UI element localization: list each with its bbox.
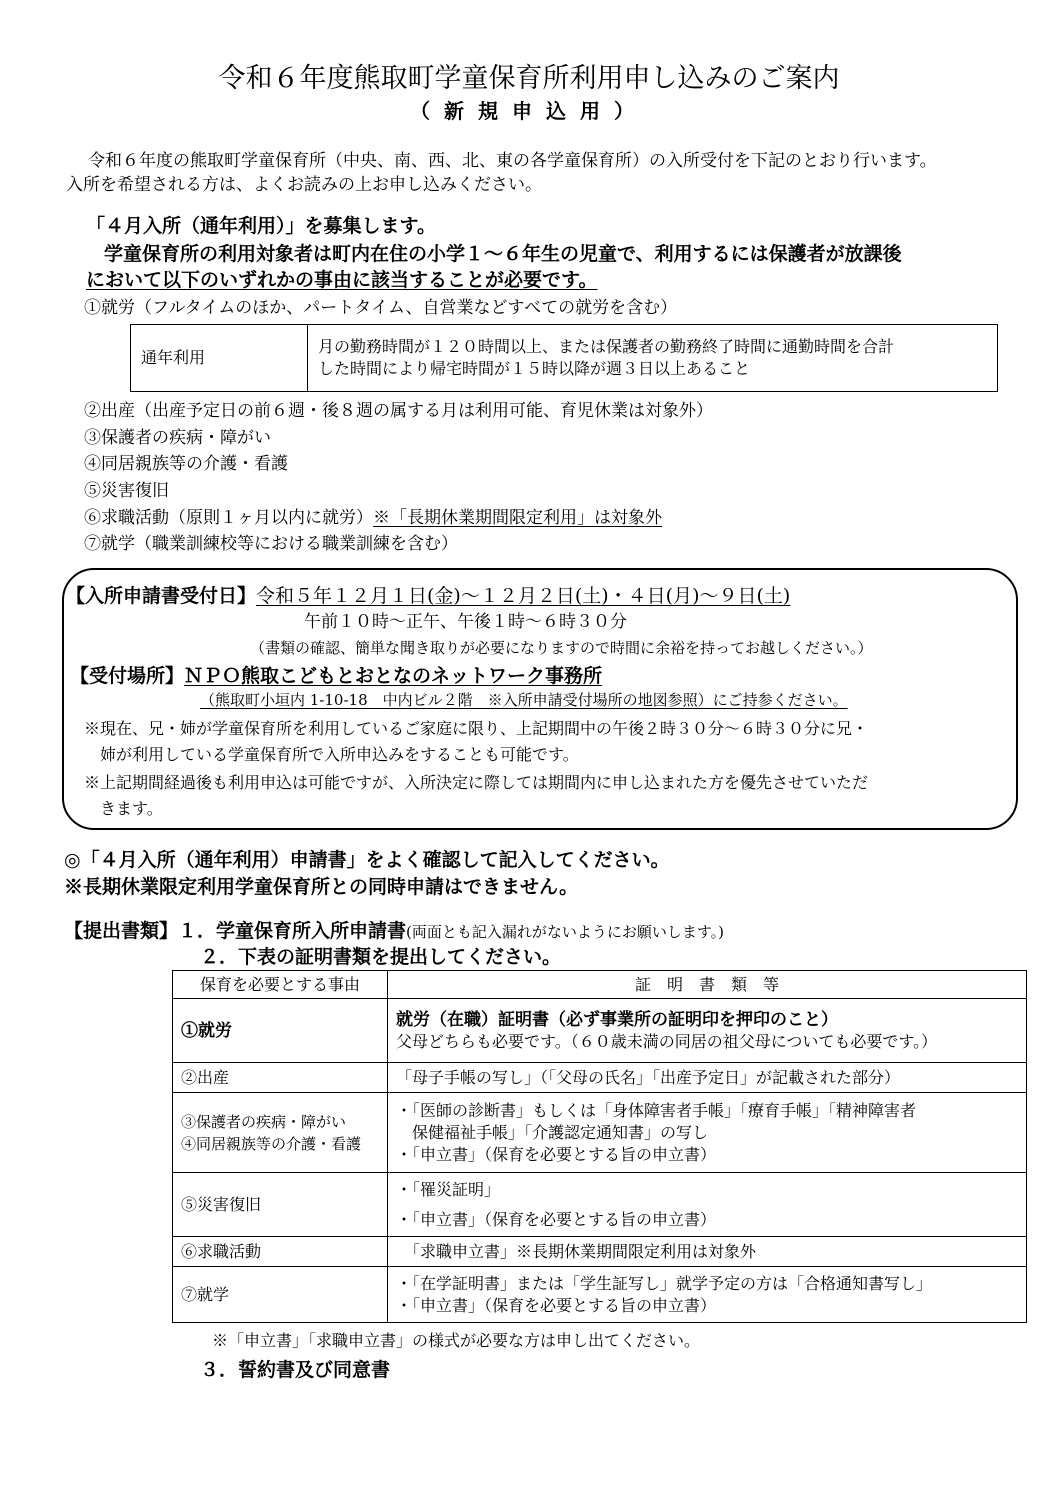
work-condition-line-1: 月の勤務時間が１２０時間以上、または保護者の勤務終了時間に通勤時間を合計 <box>318 337 895 356</box>
table-doc-line: 保健福祉手帳」「介護認定通知書」の写し <box>396 1122 709 1142</box>
reception-place-value: ＮＰＯ熊取こどもとおとなのネットワーク事務所 <box>184 665 603 687</box>
table-reason <box>173 1093 388 1173</box>
reception-note1-line1: ※現在、兄・姉が学童保育所を利用しているご家庭に限り、上記期間中の午後２時３０分～６時３０分に兄・ <box>84 719 869 738</box>
reason-illness: ③保護者の疾病・障がい <box>84 428 271 448</box>
table-reason: ①就労 <box>173 999 388 1063</box>
intro-line-2: 入所を希望される方は、よくお読みの上お申し込みください。 <box>66 175 542 195</box>
job-search-note: ※「長期休業期間限定利用」は対象外 <box>373 508 662 528</box>
table-docs <box>388 1063 1027 1093</box>
table-header-row <box>173 971 1027 999</box>
table-header-reason: 保育を必要とする事由 <box>173 971 388 999</box>
table-note: ※「申立書」「求職申立書」の様式が必要な方は申し出てください。 <box>212 1331 701 1350</box>
table-doc-line: ・「申立書」（保育を必要とする旨の申立書） <box>396 1209 717 1229</box>
reason-birth: ②出産（出産予定日の前６週・後８週の属する月は利用可能、育児休業は対象外） <box>84 401 713 421</box>
table-row <box>173 1237 1027 1267</box>
table-header-docs: 証 明 書 類 等 <box>388 971 1027 999</box>
reception-note2-line1: ※上記期間経過後も利用申込は可能ですが、入所決定に際しては期間内に申し込まれた方を優先させていただ <box>84 773 869 792</box>
submission-item1-main: １．学童保育所入所申請書 <box>178 920 407 942</box>
page-subtitle: （新規申込用） <box>410 99 648 123</box>
work-condition-text <box>308 325 998 392</box>
reception-date <box>66 584 790 608</box>
table-docs <box>388 1173 1027 1237</box>
eligibility-line-2: において以下のいずれかの事由に該当することが必要です。 <box>86 269 598 291</box>
reception-note2-line2: きます。 <box>100 799 163 818</box>
table-reason: ⑥求職活動 <box>173 1237 388 1267</box>
recruit-heading: 「４月入所（通年利用）」を募集します。 <box>86 215 436 237</box>
intro-line-1: 令和６年度の熊取町学童保育所（中央、南、西、北、東の各学童保育所）の入所受付を下記のとおり行います。 <box>88 151 937 171</box>
reason-care: ④同居親族等の介護・看護 <box>84 454 288 474</box>
table-doc-line: ・「在学証明書」または「学生証写し」就学予定の方は「合格通知書写し」 <box>396 1273 933 1293</box>
table-doc-line: 就労（在職）証明書（必ず事業所の証明印を押印のこと） <box>396 1009 838 1030</box>
table-docs <box>388 999 1027 1063</box>
submission-label: 【提出書類】 <box>64 920 179 942</box>
table-doc-line: ・「申立書」（保育を必要とする旨の申立書） <box>396 1144 717 1164</box>
table-doc-line: ・「申立書」（保育を必要とする旨の申立書） <box>396 1295 717 1315</box>
table-doc-line: ・「罹災証明」 <box>396 1179 501 1199</box>
reception-time: 午前１０時～正午、午後１時～６時３０分 <box>304 612 627 632</box>
work-condition-table <box>130 324 998 392</box>
table-row <box>173 1267 1027 1323</box>
table-reason: ②出産 <box>173 1063 388 1093</box>
reception-date-value: 令和５年１２月１日(金)～１２月２日(土)・４日(月)～９日(土) <box>256 585 791 607</box>
table-doc-line: 「求職申立書」※長期休業期間限定利用は対象外 <box>396 1241 757 1261</box>
table-row <box>173 1093 1027 1173</box>
work-condition-line-2: した時間により帰宅時間が１５時以降が週３日以上あること <box>318 359 751 378</box>
table-reason: ⑤災害復旧 <box>173 1173 388 1237</box>
table-row <box>173 1173 1027 1237</box>
table-doc-line: 父母どちらも必要です。（６０歳未満の同居の祖父母についても必要です。） <box>396 1031 938 1051</box>
submission-item1-note: (両面とも記入漏れがないようにお願いします。) <box>406 923 725 941</box>
reception-place <box>70 664 602 688</box>
eligibility-line-1: 学童保育所の利用対象者は町内在住の小学１～６年生の児童で、利用するには保護者が放課後 <box>104 243 902 265</box>
documents-table <box>172 970 1027 1323</box>
reception-date-label: 【入所申請書受付日】 <box>66 585 257 607</box>
confirm-line-1: ◎「４月入所（通年利用）申請書」をよく確認して記入してください。 <box>64 849 670 871</box>
table-reason-line: ③保護者の疾病・障がい <box>181 1112 347 1131</box>
table-reason: ⑦就学 <box>173 1267 388 1323</box>
submission-item3: ３．誓約書及び同意書 <box>200 1359 391 1381</box>
reception-address: （熊取町小垣内 1-10-18 中内ビル２階 ※入所申請受付場所の地図参照）にご持参ください。 <box>200 691 848 709</box>
table-row <box>173 1063 1027 1093</box>
table-docs <box>388 1267 1027 1323</box>
confirm-line-2: ※長期休業限定利用学童保育所との同時申請はできません。 <box>64 876 579 898</box>
reception-place-label: 【受付場所】 <box>70 665 185 687</box>
page-title: 令和６年度熊取町学童保育所利用申し込みのご案内 <box>218 63 840 94</box>
reason-study: ⑦就学（職業訓練校等における職業訓練を含む） <box>84 534 458 554</box>
table-docs <box>388 1093 1027 1173</box>
table-doc-line: 「母子手帳の写し」（「父母の氏名」「出産予定日」が記載された部分） <box>396 1067 901 1087</box>
table-doc-line: ・「医師の診断書」もしくは「身体障害者手帳」「療育手帳」「精神障害者 <box>396 1100 917 1120</box>
reason-disaster: ⑤災害復旧 <box>84 481 169 501</box>
reception-time-note: （書類の確認、簡単な聞き取りが必要になりますので時間に余裕を持ってお越しください。） <box>250 639 873 657</box>
table-docs <box>388 1237 1027 1267</box>
reason-work: ①就労（フルタイムのほか、パートタイム、自営業などすべての就労を含む） <box>84 298 678 318</box>
table-row <box>173 999 1027 1063</box>
reception-note1-line2: 姉が利用している学童保育所で入所申込みをすることも可能です。 <box>100 745 579 764</box>
table-reason-line: ④同居親族等の介護・看護 <box>181 1134 362 1153</box>
submission-item2: ２．下表の証明書類を提出してください。 <box>200 946 562 968</box>
submission-item1 <box>64 919 724 944</box>
work-condition-label: 通年利用 <box>131 325 308 392</box>
reason-job-search: ⑥求職活動（原則１ヶ月以内に就労）※「長期休業期間限定利用」は対象外 <box>84 508 662 528</box>
